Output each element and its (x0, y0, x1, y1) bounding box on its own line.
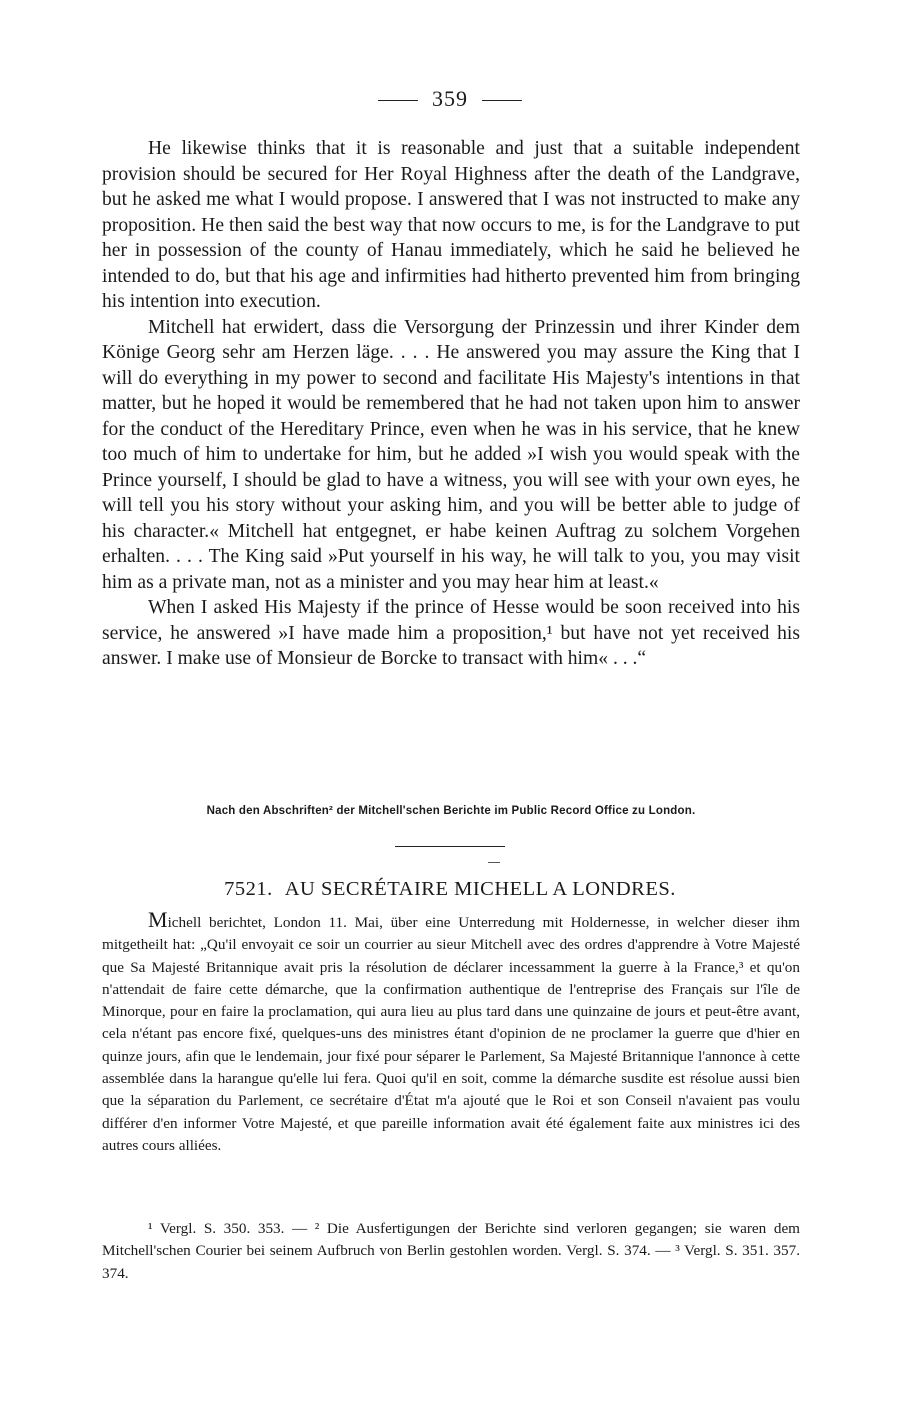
page-number-dash-left (378, 100, 418, 101)
section-divider (395, 846, 505, 847)
body-paragraph: When I asked His Majesty if the prince of Hesse would be soon received into his service, he answered »I have made him a proposition,¹ but have not yet received his answer. I make use of Monsieur de Borcke to transact with him« . . .“ (102, 597, 800, 669)
source-note: Nach den Abschriften² der Mitchell'schen Berichte im Public Record Office zu London. (206, 805, 696, 817)
summary-dropcap: M (148, 907, 168, 932)
section-number: 7521. (224, 878, 273, 900)
page-number-dash-right (482, 100, 522, 101)
body-paragraph: He likewise thinks that it is reasonable and just that a suitable independent provision should be secured for Her Royal Highness after the death of the Landgrave, but he asked me what I would propose. I answered that I was not instructed to make any proposition. He then said the best way that now occurs to me, is for the Landgrave to put her in possession of the county of Hanau immediately, which he said he believed he intended to do, but that his age and infirmities had hitherto prevented him from bringing his intention into execution. (102, 138, 800, 312)
footnotes (102, 1218, 800, 1285)
footnotes-text: ¹ Vergl. S. 350. 353. — ² Die Ausfertigungen der Berichte sind verloren gegangen; sie waren dem Mitchell'schen Courier bei seinem Aufbruch von Berlin gestohlen worden. Vergl. S. 374. — ³ Vergl. S. 351. 357. 374. (102, 1220, 800, 1282)
summary-paragraph (102, 909, 800, 1157)
summary-body: ichell berichtet, London 11. Mai, über eine Unterredung mit Holdernesse, in welcher dieser ihm mitgetheilt hat: „Qu'il envoyait ce soir un courrier au sieur Mitchell avec des ordres d'apprendre à Votre Majesté que Sa Majesté Britannique avait pris la résolution de déclarer incessamment la guerre à la France,³ et qu'on n'attendait de faire cette démarche, que la confirmation authentique de l'entreprise des Français sur l'île de Minorque, pour en faire la proclamation, qui aura lieu au plus tard dans une quinzaine de jours et peut-être avant, cela n'étant pas encore fixé, quelques-uns des ministres étant d'opinion de ne proclamer la guerre que d'hier en quinze jours, afin que le lendemain, jour fixé pour séparer le Parlement, Sa Majesté Britannique l'annonce à cette assemblée dans la harangue qu'elle lui fera. Quoi qu'il en soit, comme la démarche susdite est résolue aussi bien que la séparation du Parlement, ce secrétaire d'État m'a ajouté que le Roi et son Conseil n'avaient pas voulu différer d'en informer Votre Majesté, et que pareille information avait été également faite aux ministres ici des autres cours alliées. (102, 914, 800, 1154)
page-number (0, 86, 900, 112)
section-heading (0, 878, 900, 901)
body-paragraph: Mitchell hat erwidert, dass die Versorgung der Prinzessin und ihrer Kinder dem Könige Georg sehr am Herzen läge. . . . He answered you may assure the King that I will do everything in my power to second and facilitate His Majesty's intentions in that matter, but he hoped it would be remembered that he had not taken upon him to answer for the conduct of the Hereditary Prince, even when he was in his service, that he knew too much of him to undertake for him, but he added »I wish you would speak with the Prince yourself, I should be glad to have a witness, you will see with your own eyes, he will tell you his story without your asking him, and you will be better able to judge of his character.« Mitchell hat entgegnet, er habe keinen Auftrag zu solchem Vorgehen erhalten. . . . The King said »Put yourself in his way, he will talk to you, you may visit him as a private man, not as a minister and you may hear him at least.« (102, 316, 800, 593)
page-number-text: 359 (432, 86, 468, 111)
section-divider-mark (488, 862, 500, 863)
section-title: AU SECRÉTAIRE MICHELL A LONDRES. (284, 878, 676, 900)
summary-text (102, 909, 800, 1157)
body-text (102, 136, 800, 672)
